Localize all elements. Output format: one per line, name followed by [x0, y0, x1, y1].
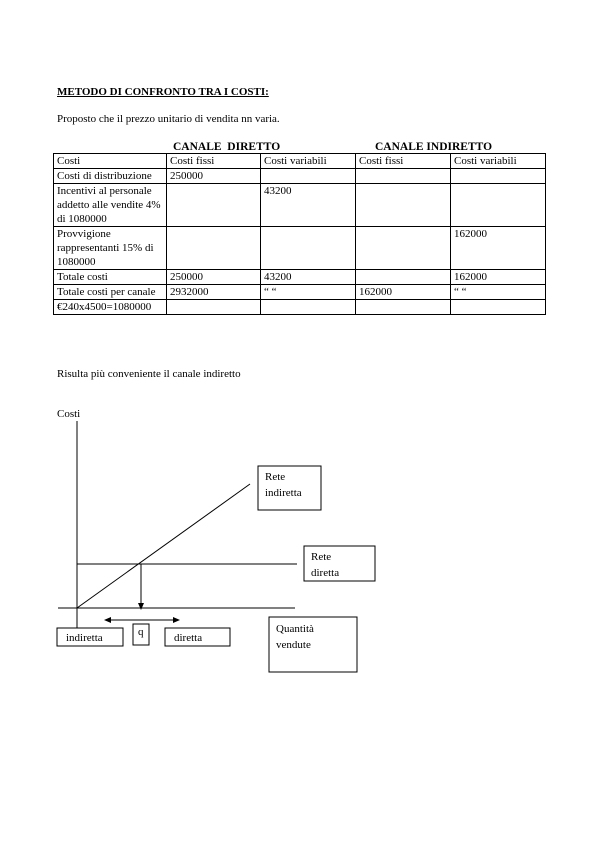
table-cell: “ “ — [451, 285, 546, 300]
y-axis-label: Costi — [57, 408, 81, 420]
page-title: METODO DI CONFRONTO TRA I COSTI: — [57, 86, 269, 98]
box-rete-diretta-line1: Rete — [311, 551, 332, 563]
header-canale-diretto: CANALE DIRETTO — [173, 141, 281, 153]
table-cell: Incentivi al personale addetto alle vendite 4% di 1080000 — [54, 184, 167, 227]
arrow-left-icon — [104, 617, 111, 623]
label-q: q — [138, 626, 144, 638]
conclusion-text: Risulta più conveniente il canale indiretto — [57, 368, 241, 380]
table-cell: 43200 — [261, 184, 356, 227]
table-cell: 162000 — [356, 285, 451, 300]
table-cell: 2932000 — [167, 285, 261, 300]
table-cell: Totale costi — [54, 270, 167, 285]
box-rete-indiretta-line1: Rete — [265, 471, 286, 483]
intro-text: Proposto che il prezzo unitario di vendita nn varia. — [57, 113, 280, 125]
table-cell: Provvigione rappresentanti 15% di 1080000 — [54, 227, 167, 270]
column-header: Costi — [54, 154, 167, 169]
column-header: Costi variabili — [451, 154, 546, 169]
table-cell: Costi di distribuzione — [54, 169, 167, 184]
line-rete-indiretta — [77, 484, 250, 608]
table-cell: 162000 — [451, 227, 546, 270]
column-header: Costi fissi — [356, 154, 451, 169]
table-cell: Totale costi per canale — [54, 285, 167, 300]
table-cell: 250000 — [167, 270, 261, 285]
table-cell: €240x4500=1080000 — [54, 300, 167, 315]
label-indiretta: indiretta — [66, 632, 103, 644]
table-cell: 250000 — [167, 169, 261, 184]
label-diretta: diretta — [174, 632, 203, 644]
break-even-arrow-icon — [138, 603, 144, 610]
column-header: Costi fissi — [167, 154, 261, 169]
table-cell: “ “ — [261, 285, 356, 300]
arrow-right-icon — [173, 617, 180, 623]
table-cell: 43200 — [261, 270, 356, 285]
header-canale-indiretto: CANALE INDIRETTO — [375, 141, 493, 153]
column-header: Costi variabili — [261, 154, 356, 169]
box-quantita-line1: Quantità — [276, 623, 314, 635]
table-cell: 162000 — [451, 270, 546, 285]
box-quantita-line2: vendute — [276, 639, 311, 651]
box-rete-indiretta-line2: indiretta — [265, 487, 302, 499]
box-rete-diretta-line2: diretta — [311, 567, 340, 579]
